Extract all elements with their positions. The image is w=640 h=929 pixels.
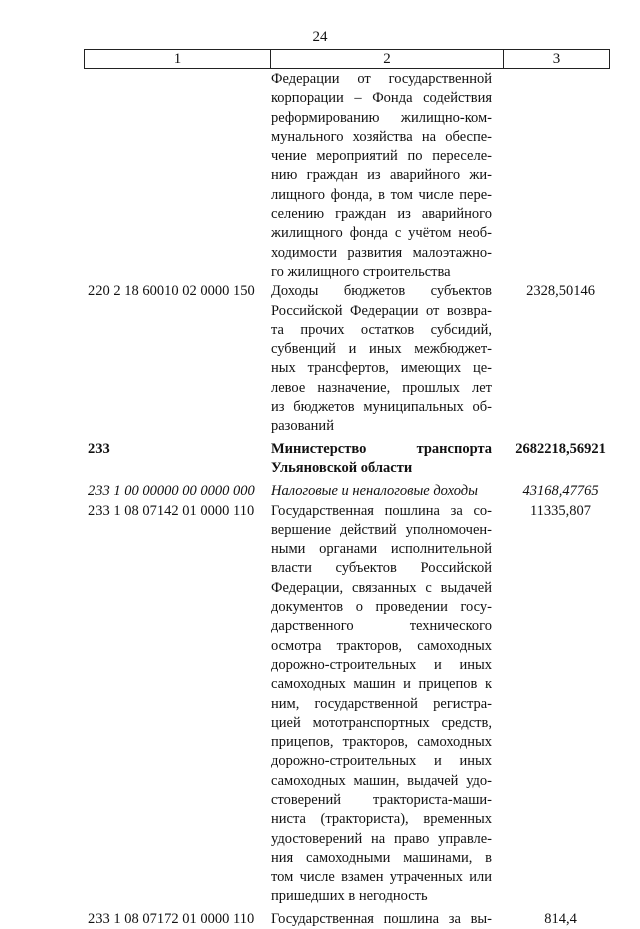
description-line: корпорации – Фонда содействия [271,90,492,107]
description-line: Доходы бюджетов субъектов [271,283,492,300]
header-col-2: 2 [271,50,504,68]
row-amount: 2682218,56921 [515,440,606,457]
description-line: Министерство транспорта [271,440,492,457]
description-line: реформированию жилищно-ком- [271,109,492,126]
page-number: 24 [312,29,328,45]
description-line: левое назначение, прошлых лет [271,379,492,396]
description-line: ния самоходными машинами, в [271,849,492,866]
row-description [271,70,492,282]
row-code: 233 1 08 07142 01 0000 110 [88,502,255,519]
row-description [271,910,492,929]
description-line: ниста (тракториста), временных [271,811,492,828]
description-line: го жилищного строительства [271,263,451,280]
header-col-3: 3 [552,51,561,67]
row-code: 233 [88,440,110,457]
row-description [271,282,492,436]
description-line: нию граждан из аварийного жи- [271,167,492,184]
description-line: прицепов, тракторов, самоходных [271,734,492,751]
description-line: мунального хозяйства на обеспе- [271,128,492,145]
description-line: цией мототранспортных средств, [271,714,492,731]
row-amount: 43168,47765 [522,483,599,500]
description-line: Федерации, связанных с выдачей [271,579,492,596]
description-line: субвенций и иных межбюджет- [271,341,492,358]
table-row [88,910,623,929]
description-line: ним, государственной регистра- [271,695,492,712]
row-code: 220 2 18 60010 02 0000 150 [88,283,255,300]
description-line: Государственная пошлина за со- [271,502,492,519]
description-line: осмотра тракторов, самоходных [271,637,492,654]
description-line: ными органами исполнительной [271,541,492,558]
description-line: Российской Федерации от возвра- [271,302,492,319]
description-line: жилищного фонда с учётом необ- [271,225,492,242]
table-row-subtotal [88,482,623,501]
row-amount: 814,4 [544,910,577,927]
description-line: из бюджетов муниципальных об- [271,399,492,416]
row-code: 233 1 08 07172 01 0000 110 [88,910,255,927]
row-amount: 2328,50146 [526,283,595,300]
description-line: лищного фонда, в том числе пере- [271,186,492,203]
description-line: удостоверений на право управле- [271,830,492,847]
description-line: стоверений тракториста-маши- [271,791,492,808]
description-line: вершение действий уполномочен- [271,521,492,538]
description-line: Федерации от государственной [271,71,492,87]
table-row [88,502,623,907]
description-line: Налоговые и неналоговые доходы [271,483,478,500]
description-line: дорожно-строительных и иных [271,753,492,770]
row-description [271,502,492,907]
description-line: том числе взамен утраченных или [271,869,492,886]
description-line: ных трансфертов, имеющих це- [271,360,492,377]
description-line: Ульяновской области [271,459,413,476]
description-line: дорожно-строительных и иных [271,656,492,673]
description-line: селению граждан из аварийного [271,206,492,223]
table-header [84,49,610,69]
row-code: 233 1 00 00000 00 0000 000 [88,483,255,500]
description-line: самоходных машин, выдачей удо- [271,772,492,789]
description-line: дарственного технического [271,618,492,635]
header-col-1: 1 [85,50,271,68]
table-row [88,70,623,282]
description-line: самоходных машин и прицепов к [271,676,492,693]
description-line: власти субъектов Российской [271,560,492,577]
description-line: та прочих остатков субсидий, [271,321,492,338]
table-row [88,282,623,436]
description-line: документов о проведении госу- [271,599,492,616]
description-line: ходимости развития малоэтажно- [271,244,492,261]
table-body [88,70,623,929]
description-line: чение мероприятий по переселе- [271,148,492,165]
row-description [271,482,492,501]
description-line: пришедших в негодность [271,888,428,905]
table-row-section [88,440,623,479]
row-amount: 11335,807 [529,502,592,519]
description-line: Государственная пошлина за вы- [271,910,492,927]
row-description [271,440,492,479]
description-line: разований [271,418,334,435]
